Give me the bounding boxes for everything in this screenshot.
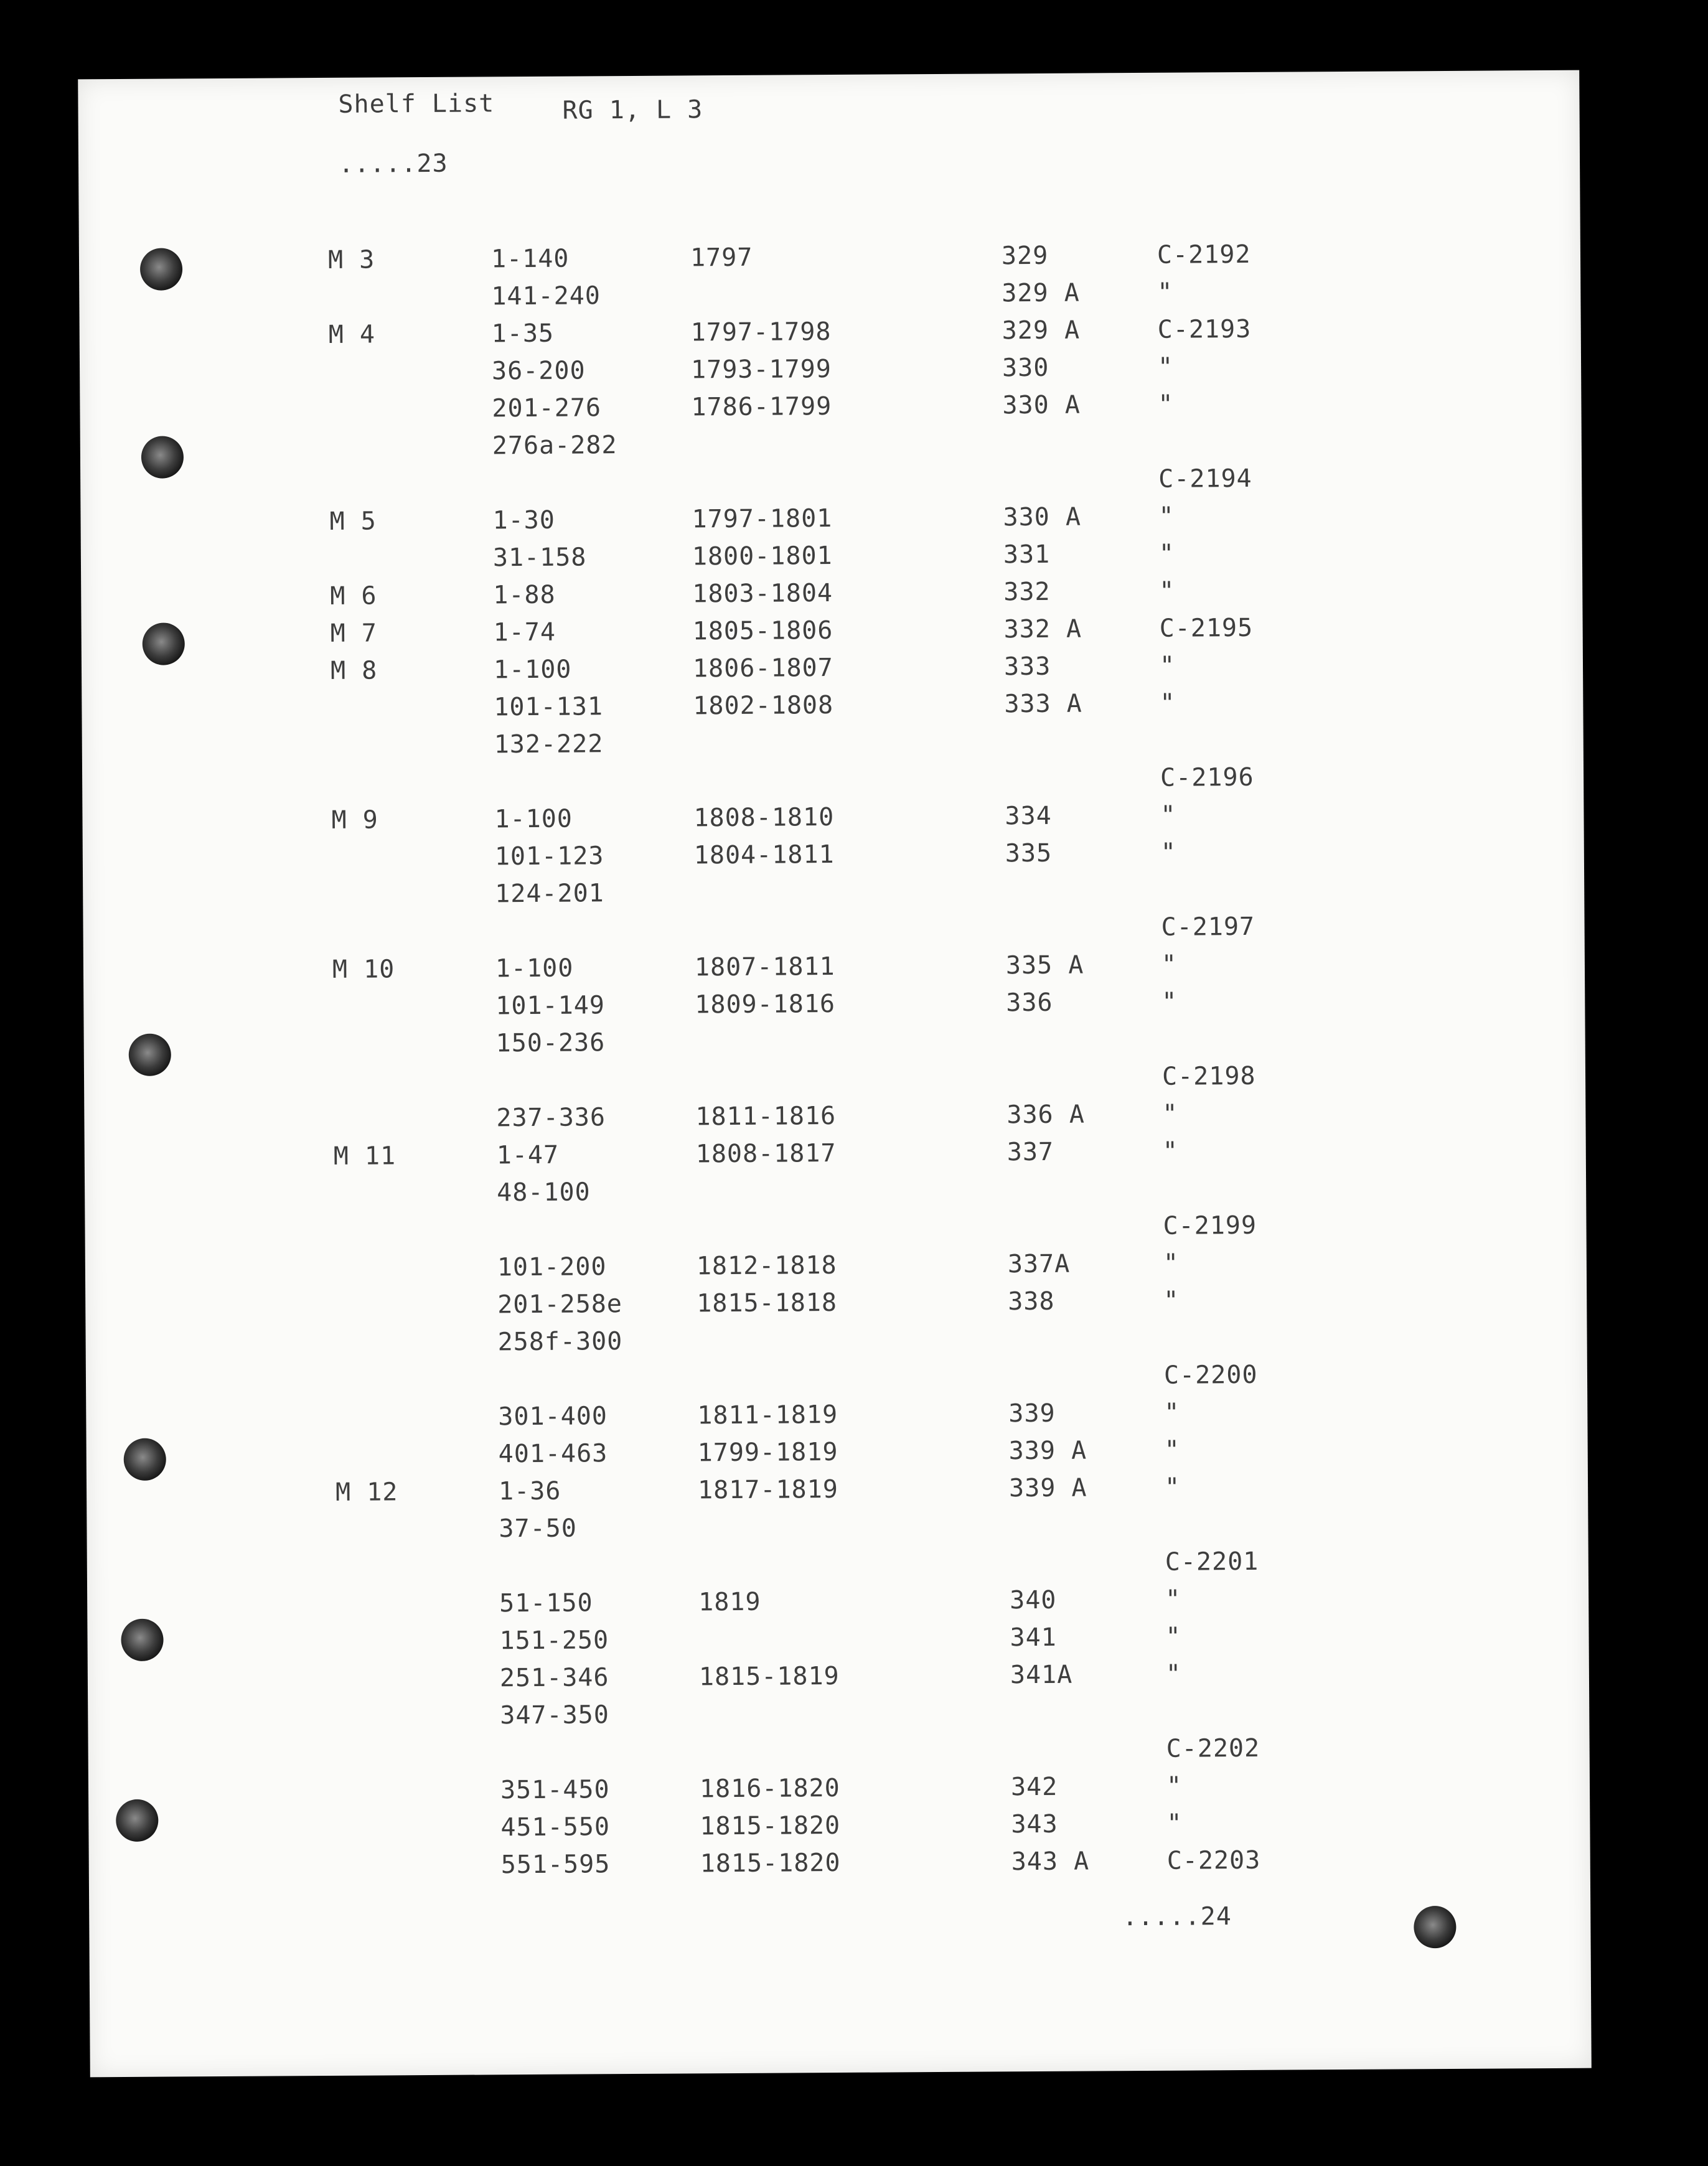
table-row — [87, 1508, 1588, 1552]
table-row — [83, 948, 1585, 992]
date-range: 1800-1801 — [692, 542, 833, 571]
item-range: 1-47 — [496, 1140, 560, 1170]
item-range: 151-250 — [499, 1626, 609, 1656]
box-number: 329 A — [1002, 316, 1081, 345]
date-range: 1797-1801 — [692, 504, 833, 534]
table-row — [82, 799, 1584, 843]
item-range: 1-74 — [493, 617, 556, 647]
box-number: 332 — [1003, 577, 1051, 607]
reel-number: C-2194 — [1158, 464, 1252, 494]
microcopy-number: M 12 — [335, 1478, 398, 1507]
date-range: 1815-1820 — [700, 1848, 841, 1878]
reel-number: C-2203 — [1166, 1845, 1261, 1875]
microcopy-number: M 9 — [331, 805, 378, 835]
item-range: 201-258e — [497, 1290, 623, 1320]
table-row — [81, 537, 1582, 581]
date-range: 1815-1818 — [697, 1288, 838, 1318]
microcopy-number: M 4 — [328, 320, 376, 349]
box-number: 337A — [1007, 1249, 1071, 1279]
reel-number: " — [1157, 352, 1174, 382]
box-number: 341 — [1010, 1623, 1057, 1653]
date-range: 1797 — [690, 243, 753, 273]
date-range: 1807-1811 — [694, 952, 835, 982]
item-range: 101-149 — [495, 991, 606, 1021]
table-row — [87, 1433, 1588, 1478]
date-range: 1809-1816 — [695, 989, 836, 1020]
reel-number: C-2199 — [1163, 1211, 1257, 1240]
date-range: 1793-1799 — [690, 355, 832, 385]
box-number: 329 A — [1002, 278, 1080, 308]
item-range: 150-236 — [495, 1028, 606, 1058]
table-row — [85, 1247, 1587, 1291]
microcopy-number: M 6 — [330, 581, 377, 611]
reel-number: C-2195 — [1159, 613, 1254, 643]
box-number: 330 A — [1003, 502, 1082, 532]
table-row — [88, 1695, 1589, 1739]
date-range: 1812-1818 — [696, 1250, 837, 1281]
table-row — [82, 612, 1583, 656]
box-number: 329 — [1001, 241, 1049, 271]
reel-number: " — [1161, 950, 1178, 979]
shelf-list-page — [78, 70, 1592, 2078]
table-row — [87, 1583, 1588, 1627]
reel-number: " — [1163, 1286, 1180, 1315]
table-row — [80, 425, 1582, 469]
item-range: 1-88 — [493, 580, 556, 610]
reel-number: C-2196 — [1160, 762, 1254, 792]
table-row — [86, 1359, 1587, 1403]
item-range: 51-150 — [499, 1588, 593, 1618]
microcopy-number: M 8 — [330, 656, 378, 685]
date-range: 1799-1819 — [697, 1437, 838, 1468]
box-number: 335 A — [1005, 950, 1084, 980]
item-range: 101-131 — [494, 692, 604, 722]
table-row — [87, 1471, 1588, 1515]
box-number: 342 — [1010, 1772, 1058, 1802]
box-number: 340 — [1010, 1585, 1057, 1615]
item-range: 451-550 — [500, 1812, 611, 1842]
table-row — [88, 1807, 1590, 1851]
box-number: 339 A — [1008, 1473, 1087, 1503]
reel-number: " — [1166, 1809, 1183, 1838]
microcopy-number: M 3 — [327, 245, 375, 274]
box-number: 336 — [1006, 988, 1053, 1018]
reel-number: " — [1164, 1435, 1180, 1465]
table-row — [81, 574, 1582, 619]
binder-hole — [129, 1034, 171, 1076]
item-range: 1-36 — [498, 1476, 561, 1506]
table-row — [83, 911, 1584, 955]
box-number: 338 — [1008, 1287, 1055, 1316]
box-number: 333 — [1003, 652, 1051, 682]
item-range: 37-50 — [499, 1514, 578, 1544]
date-range: 1804-1811 — [693, 840, 835, 870]
table-row — [82, 761, 1584, 805]
date-range: 1808-1817 — [695, 1138, 837, 1169]
box-number: 343 — [1011, 1809, 1058, 1839]
item-range: 237-336 — [496, 1103, 606, 1133]
item-range: 251-346 — [499, 1663, 609, 1693]
date-range: 1803-1804 — [692, 579, 833, 609]
reel-number: C-2202 — [1166, 1733, 1260, 1763]
table-row — [80, 350, 1581, 395]
reel-number: C-2192 — [1157, 240, 1251, 270]
binder-hole — [140, 248, 182, 290]
reel-number: " — [1165, 1659, 1182, 1689]
item-range: 551-595 — [500, 1850, 611, 1880]
reel-number: " — [1158, 390, 1174, 419]
item-range: 201-276 — [492, 393, 602, 423]
date-range: 1811-1816 — [695, 1101, 837, 1132]
reel-number: " — [1159, 576, 1175, 606]
date-range: 1816-1820 — [699, 1773, 840, 1804]
box-number: 337 — [1006, 1137, 1054, 1167]
box-number: 339 — [1008, 1399, 1056, 1428]
box-number: 330 — [1002, 353, 1049, 383]
table-row — [89, 1844, 1590, 1888]
item-range: 276a-282 — [492, 431, 617, 461]
table-row — [85, 1284, 1587, 1328]
table-row — [85, 1172, 1586, 1216]
microcopy-number: M 11 — [333, 1142, 396, 1171]
date-range: 1811-1819 — [697, 1400, 838, 1430]
box-number: 331 — [1003, 540, 1051, 570]
table-row — [82, 724, 1584, 768]
reel-number: " — [1164, 1398, 1180, 1427]
item-range: 36-200 — [491, 356, 586, 386]
table-row — [79, 238, 1580, 283]
reel-number: " — [1158, 539, 1175, 568]
table-row — [83, 873, 1584, 917]
item-range: 101-200 — [497, 1252, 607, 1282]
reel-number: " — [1160, 800, 1176, 830]
reel-number: " — [1163, 1249, 1180, 1278]
binder-hole — [1414, 1906, 1456, 1948]
microcopy-number: M 7 — [330, 619, 378, 648]
reel-number: " — [1157, 278, 1173, 307]
item-range: 141-240 — [491, 281, 601, 311]
table-row — [80, 462, 1582, 507]
table-row — [82, 687, 1583, 731]
microcopy-number: M 5 — [329, 507, 377, 536]
box-number: 335 — [1005, 838, 1053, 868]
item-range: 1-35 — [491, 319, 555, 349]
item-range: 1-30 — [492, 505, 556, 535]
table-row — [88, 1657, 1589, 1702]
page-marker: .....23 — [338, 149, 448, 179]
page-title: Shelf List — [338, 89, 495, 119]
reel-number: " — [1162, 1099, 1178, 1128]
microcopy-number: M 10 — [332, 955, 395, 984]
reel-number: " — [1160, 688, 1176, 718]
item-range: 124-201 — [495, 879, 604, 909]
item-range: 401-463 — [498, 1439, 608, 1469]
record-group-label: RG 1, L 3 — [562, 95, 703, 125]
reel-number: " — [1166, 1771, 1183, 1801]
date-range: 1808-1810 — [693, 802, 835, 833]
reel-number: " — [1165, 1622, 1181, 1651]
binder-hole — [143, 622, 185, 665]
item-range: 132-222 — [494, 729, 604, 759]
table-row — [86, 1396, 1587, 1440]
date-range: 1815-1820 — [700, 1811, 841, 1841]
item-range: 301-400 — [498, 1402, 608, 1432]
reel-number: " — [1161, 987, 1178, 1016]
reel-number: C-2200 — [1163, 1360, 1258, 1390]
item-range: 31-158 — [492, 543, 587, 573]
box-number: 336 A — [1006, 1100, 1085, 1130]
reel-number: C-2198 — [1161, 1061, 1256, 1091]
table-row — [80, 313, 1581, 357]
item-range: 347-350 — [500, 1700, 610, 1730]
box-number: 334 — [1005, 801, 1052, 831]
box-number: 330 A — [1002, 390, 1081, 420]
item-range: 1-140 — [490, 244, 570, 274]
box-number: 339 A — [1008, 1436, 1087, 1466]
reel-number: " — [1165, 1585, 1181, 1614]
binder-hole — [116, 1799, 158, 1842]
table-row — [84, 1023, 1585, 1067]
shelf-list-table — [78, 70, 1592, 2078]
table-row — [88, 1732, 1590, 1776]
date-range: 1819 — [698, 1587, 761, 1617]
item-range: 1-100 — [494, 804, 573, 834]
reel-number: C-2201 — [1165, 1547, 1259, 1577]
reel-number: " — [1162, 1137, 1179, 1166]
box-number: 341A — [1010, 1660, 1073, 1690]
date-range: 1805-1806 — [692, 616, 833, 646]
box-number: 333 A — [1004, 689, 1082, 719]
box-number: 343 A — [1011, 1847, 1090, 1877]
table-row — [84, 1060, 1585, 1104]
table-row — [85, 1321, 1587, 1366]
date-range: 1786-1799 — [691, 392, 832, 422]
table-row — [80, 500, 1582, 544]
binder-hole — [124, 1438, 166, 1481]
item-range: 258f-300 — [497, 1327, 623, 1357]
reel-number: " — [1160, 838, 1177, 867]
reel-number: C-2197 — [1161, 912, 1255, 942]
binder-hole — [141, 436, 184, 478]
item-range: 48-100 — [497, 1178, 591, 1207]
table-row — [79, 276, 1580, 320]
table-row — [85, 1209, 1586, 1254]
date-range: 1817-1819 — [697, 1474, 838, 1505]
date-range: 1802-1808 — [693, 691, 834, 721]
item-range: 1-100 — [495, 954, 574, 983]
item-range: 101-123 — [494, 842, 604, 871]
table-row — [88, 1770, 1590, 1814]
table-row — [87, 1545, 1588, 1590]
next-page-marker: .....24 — [1122, 1902, 1232, 1932]
date-range: 1806-1807 — [692, 654, 833, 683]
reel-number: " — [1159, 651, 1176, 680]
item-range: 351-450 — [500, 1775, 610, 1805]
table-row — [87, 1620, 1588, 1664]
date-range: 1815-1819 — [698, 1661, 840, 1692]
item-range: 1-100 — [493, 655, 572, 685]
reel-number: C-2193 — [1157, 314, 1252, 344]
table-row — [83, 836, 1584, 880]
reel-number: " — [1158, 502, 1175, 531]
binder-hole — [121, 1619, 163, 1661]
table-row — [82, 649, 1583, 693]
reel-number: " — [1164, 1473, 1181, 1502]
table-row — [83, 985, 1585, 1029]
date-range: 1797-1798 — [690, 317, 832, 347]
box-number: 332 A — [1003, 614, 1082, 644]
table-row — [80, 388, 1581, 432]
table-row — [85, 1135, 1586, 1179]
table-row — [84, 1097, 1585, 1142]
